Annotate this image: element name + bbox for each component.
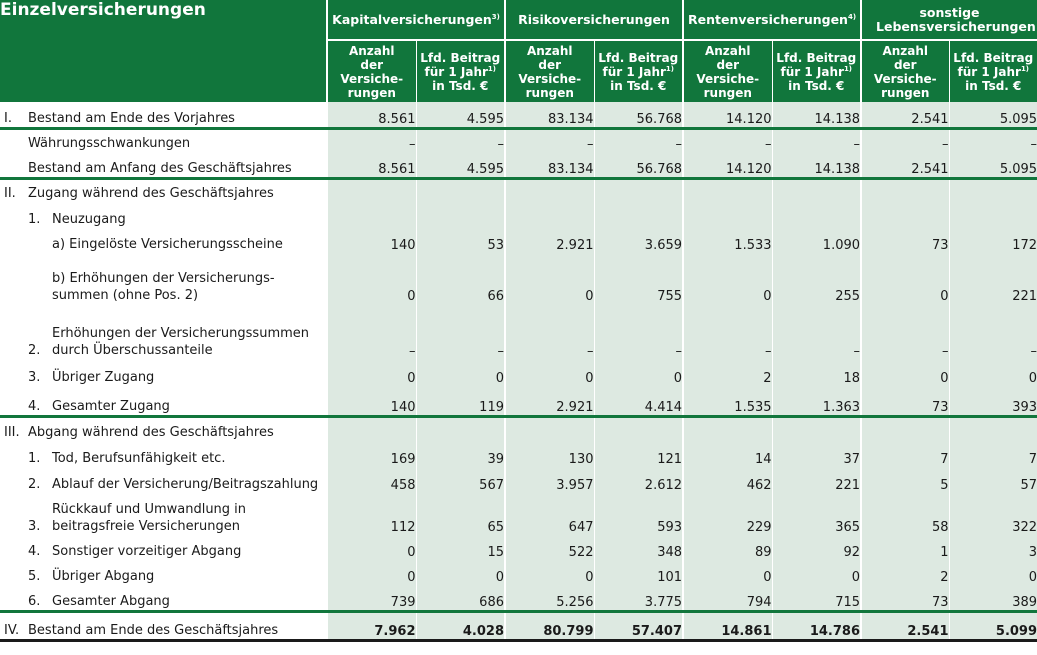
subheader-count: Anzahl der Versiche- rungen [861, 40, 949, 102]
table-row [0, 253, 1037, 304]
value-cell: 2.921 [505, 228, 594, 253]
value-cell: 365 [772, 493, 861, 535]
value-cell [772, 178, 861, 202]
table-row [0, 202, 1037, 228]
value-cell: 0 [594, 359, 683, 386]
subheader-premium: Lfd. Beitrag für 1 Jahr$^{1)}$ in Tsd. € [772, 40, 861, 102]
row-label-text: Sonstiger vorzeitiger Abgang [52, 544, 242, 559]
row-label [0, 178, 327, 202]
row-label-text: Abgang während des Geschäftsjahres [28, 425, 274, 440]
value-cell: – [327, 304, 416, 359]
value-cell: 101 [594, 560, 683, 585]
value-cell: 458 [327, 467, 416, 493]
value-cell: 0 [327, 560, 416, 585]
value-cell: 3.957 [505, 467, 594, 493]
row-label-text: Ablauf der Versicherung/Beitragszahlung [52, 477, 319, 492]
value-cell: 393 [949, 386, 1037, 416]
value-cell: – [505, 304, 594, 359]
value-cell: 0 [327, 359, 416, 386]
row-label [0, 441, 327, 467]
value-cell [327, 416, 416, 441]
table-row [0, 416, 1037, 441]
value-cell: 0 [327, 535, 416, 560]
value-cell: 57.407 [594, 611, 683, 640]
value-cell: 1.363 [772, 386, 861, 416]
value-cell: 140 [327, 228, 416, 253]
value-cell: 80.799 [505, 611, 594, 640]
row-label-text: Gesamter Abgang [52, 593, 170, 609]
value-cell: 66 [416, 253, 505, 304]
value-cell: 53 [416, 228, 505, 253]
value-cell: – [416, 128, 505, 152]
value-cell: 172 [949, 228, 1037, 253]
value-cell: 0 [683, 560, 772, 585]
value-cell: 0 [949, 560, 1037, 585]
row-label [0, 128, 327, 152]
value-cell: – [772, 304, 861, 359]
item-number: 1. [28, 451, 41, 466]
value-cell: 130 [505, 441, 594, 467]
value-cell: 7 [949, 441, 1037, 467]
value-cell [683, 178, 772, 202]
value-cell: 221 [772, 467, 861, 493]
row-label-text: Bestand am Anfang des Geschäftsjahres [28, 160, 292, 176]
value-cell [327, 202, 416, 228]
value-cell [949, 178, 1037, 202]
subheader-count: Anzahl der Versiche- rungen [327, 40, 416, 102]
value-cell: 83.134 [505, 102, 594, 128]
row-label-text: Bestand am Ende des Geschäftsjahres [28, 622, 279, 638]
row-label-text: Bestand am Ende des Vorjahres [28, 110, 235, 126]
roman-numeral: II. [4, 186, 16, 201]
value-cell: 255 [772, 253, 861, 304]
value-cell: 3.775 [594, 585, 683, 611]
value-cell [772, 416, 861, 441]
item-number: 3. [28, 519, 41, 534]
value-cell: – [861, 128, 949, 152]
item-number: 4. [28, 398, 41, 414]
value-cell: 686 [416, 585, 505, 611]
value-cell [772, 202, 861, 228]
row-label-text: Übriger Zugang [52, 370, 155, 385]
value-cell [594, 202, 683, 228]
row-label [0, 304, 327, 359]
value-cell: 593 [594, 493, 683, 535]
value-cell: 14.120 [683, 102, 772, 128]
group-header-kapital: Kapitalversicherungen$^{3)}$ [327, 0, 505, 40]
roman-numeral: I. [4, 110, 12, 126]
table-body [0, 102, 1037, 640]
value-cell [949, 202, 1037, 228]
table-row [0, 228, 1037, 253]
value-cell: 3 [949, 535, 1037, 560]
subheader-count: Anzahl der Versiche- rungen [505, 40, 594, 102]
item-number: 6. [28, 593, 41, 609]
value-cell: 92 [772, 535, 861, 560]
value-cell: 14.786 [772, 611, 861, 640]
table-row [0, 386, 1037, 416]
table-row [0, 304, 1037, 359]
value-cell [861, 178, 949, 202]
value-cell: 8.561 [327, 102, 416, 128]
value-cell: 229 [683, 493, 772, 535]
value-cell: 89 [683, 535, 772, 560]
value-cell: 57 [949, 467, 1037, 493]
value-cell: 0 [949, 359, 1037, 386]
value-cell: 389 [949, 585, 1037, 611]
value-cell: 119 [416, 386, 505, 416]
table-row [0, 467, 1037, 493]
value-cell: 0 [416, 359, 505, 386]
value-cell: – [505, 128, 594, 152]
value-cell: 647 [505, 493, 594, 535]
value-cell: 462 [683, 467, 772, 493]
value-cell: 2 [683, 359, 772, 386]
table-row [0, 128, 1037, 152]
value-cell: 169 [327, 441, 416, 467]
value-cell: 5 [861, 467, 949, 493]
value-cell: 0 [327, 253, 416, 304]
subheader-premium: Lfd. Beitrag für 1 Jahr$^{1)}$ in Tsd. € [594, 40, 683, 102]
value-cell: 794 [683, 585, 772, 611]
value-cell: 4.028 [416, 611, 505, 640]
value-cell [683, 416, 772, 441]
table-row [0, 611, 1037, 640]
value-cell: 221 [949, 253, 1037, 304]
group-header-risiko: Risikoversicherungen [505, 0, 683, 40]
subheader-premium: Lfd. Beitrag für 1 Jahr$^{1)}$ in Tsd. € [949, 40, 1037, 102]
row-label-text: Neuzugang [52, 212, 126, 227]
value-cell: 14.120 [683, 152, 772, 178]
value-cell: 0 [861, 359, 949, 386]
value-cell: – [594, 128, 683, 152]
row-label-text: Tod, Berufsunfähigkeit etc. [52, 451, 226, 466]
subheader-count: Anzahl der Versiche- rungen [683, 40, 772, 102]
row-label-text: Erhöhungen der Versicherungssummen durch Überschussanteile [52, 326, 310, 358]
value-cell: – [594, 304, 683, 359]
value-cell: 2.541 [861, 611, 949, 640]
value-cell: – [861, 304, 949, 359]
row-label [0, 611, 327, 640]
value-cell: 8.561 [327, 152, 416, 178]
value-cell: 112 [327, 493, 416, 535]
value-cell: 18 [772, 359, 861, 386]
value-cell: – [683, 128, 772, 152]
row-label [0, 560, 327, 585]
value-cell: 4.595 [416, 152, 505, 178]
item-number: 5. [28, 569, 41, 584]
value-cell [327, 178, 416, 202]
value-cell: 0 [683, 253, 772, 304]
group-header-renten: Rentenversicherungen$^{4)}$ [683, 0, 861, 40]
row-label [0, 102, 327, 128]
row-label [0, 493, 327, 535]
roman-numeral: IV. [4, 622, 20, 638]
value-cell: 56.768 [594, 152, 683, 178]
table-row [0, 535, 1037, 560]
value-cell [416, 416, 505, 441]
value-cell: 83.134 [505, 152, 594, 178]
item-number: 2. [28, 477, 41, 492]
value-cell: 7 [861, 441, 949, 467]
row-label-text: Währungsschwankungen [28, 136, 191, 151]
value-cell: 2.541 [861, 152, 949, 178]
row-label [0, 467, 327, 493]
value-cell [949, 416, 1037, 441]
value-cell: 73 [861, 585, 949, 611]
row-label [0, 359, 327, 386]
value-cell: 1.533 [683, 228, 772, 253]
value-cell: 5.095 [949, 152, 1037, 178]
row-label-text: Übriger Abgang [52, 569, 155, 584]
value-cell [505, 416, 594, 441]
value-cell [416, 202, 505, 228]
item-number: 1. [28, 212, 41, 227]
value-cell: 65 [416, 493, 505, 535]
value-cell: 15 [416, 535, 505, 560]
value-cell: 140 [327, 386, 416, 416]
value-cell: 2.921 [505, 386, 594, 416]
row-label-text: Rückkauf und Umwandlung in beitragsfreie Versicherungen [52, 502, 247, 534]
value-cell: 1.535 [683, 386, 772, 416]
value-cell: 121 [594, 441, 683, 467]
value-cell: 715 [772, 585, 861, 611]
value-cell: 37 [772, 441, 861, 467]
row-label-text: b) Erhöhungen der Versicherungs- summen (ohne Pos. 2) [52, 271, 275, 303]
value-cell: 0 [505, 253, 594, 304]
value-cell: – [416, 304, 505, 359]
value-cell: 5.256 [505, 585, 594, 611]
value-cell: 755 [594, 253, 683, 304]
value-cell: 4.414 [594, 386, 683, 416]
value-cell: 2 [861, 560, 949, 585]
value-cell: 0 [416, 560, 505, 585]
value-cell: 522 [505, 535, 594, 560]
value-cell [594, 416, 683, 441]
table-row [0, 560, 1037, 585]
table-row [0, 178, 1037, 202]
item-number: 2. [28, 343, 41, 358]
value-cell: 348 [594, 535, 683, 560]
value-cell [505, 202, 594, 228]
value-cell: 739 [327, 585, 416, 611]
value-cell: 3.659 [594, 228, 683, 253]
row-label-text: Gesamter Zugang [52, 398, 170, 414]
value-cell: – [772, 128, 861, 152]
table-row [0, 152, 1037, 178]
value-cell: 5.099 [949, 611, 1037, 640]
value-cell [683, 202, 772, 228]
value-cell: 14.138 [772, 102, 861, 128]
value-cell: 4.595 [416, 102, 505, 128]
row-label [0, 535, 327, 560]
value-cell: 1 [861, 535, 949, 560]
value-cell: – [683, 304, 772, 359]
row-label [0, 228, 327, 253]
value-cell: 7.962 [327, 611, 416, 640]
value-cell: 2.541 [861, 102, 949, 128]
table-row [0, 102, 1037, 128]
value-cell: 1.090 [772, 228, 861, 253]
value-cell: 14.861 [683, 611, 772, 640]
table-row [0, 359, 1037, 386]
row-label [0, 386, 327, 416]
item-number: 3. [28, 370, 41, 385]
value-cell [505, 178, 594, 202]
value-cell: 5.095 [949, 102, 1037, 128]
value-cell: – [949, 128, 1037, 152]
value-cell: 56.768 [594, 102, 683, 128]
value-cell: – [327, 128, 416, 152]
value-cell: 14 [683, 441, 772, 467]
value-cell: 0 [772, 560, 861, 585]
value-cell: – [949, 304, 1037, 359]
table-row [0, 441, 1037, 467]
row-label [0, 416, 327, 441]
value-cell: 0 [505, 560, 594, 585]
value-cell: 73 [861, 386, 949, 416]
roman-numeral: III. [4, 425, 20, 440]
value-cell: 322 [949, 493, 1037, 535]
table-row [0, 585, 1037, 611]
row-label-text: Zugang während des Geschäftsjahres [28, 186, 274, 201]
value-cell: 2.612 [594, 467, 683, 493]
row-label [0, 202, 327, 228]
value-cell: 567 [416, 467, 505, 493]
row-label [0, 152, 327, 178]
value-cell: 0 [505, 359, 594, 386]
value-cell [416, 178, 505, 202]
row-label [0, 585, 327, 611]
subheader-premium: Lfd. Beitrag für 1 Jahr$^{1)}$ in Tsd. € [416, 40, 505, 102]
value-cell: 14.138 [772, 152, 861, 178]
value-cell: 0 [861, 253, 949, 304]
row-label [0, 253, 327, 304]
value-cell: 39 [416, 441, 505, 467]
group-header-sonstige: sonstige Lebensversicherungen [861, 0, 1037, 40]
table-title: Einzelversicherungen [0, 0, 327, 102]
value-cell: 73 [861, 228, 949, 253]
value-cell [861, 416, 949, 441]
value-cell [594, 178, 683, 202]
value-cell [861, 202, 949, 228]
item-number: 4. [28, 544, 41, 559]
value-cell: 58 [861, 493, 949, 535]
table-row [0, 493, 1037, 535]
row-label-text: a) Eingelöste Versicherungsscheine [52, 237, 283, 252]
